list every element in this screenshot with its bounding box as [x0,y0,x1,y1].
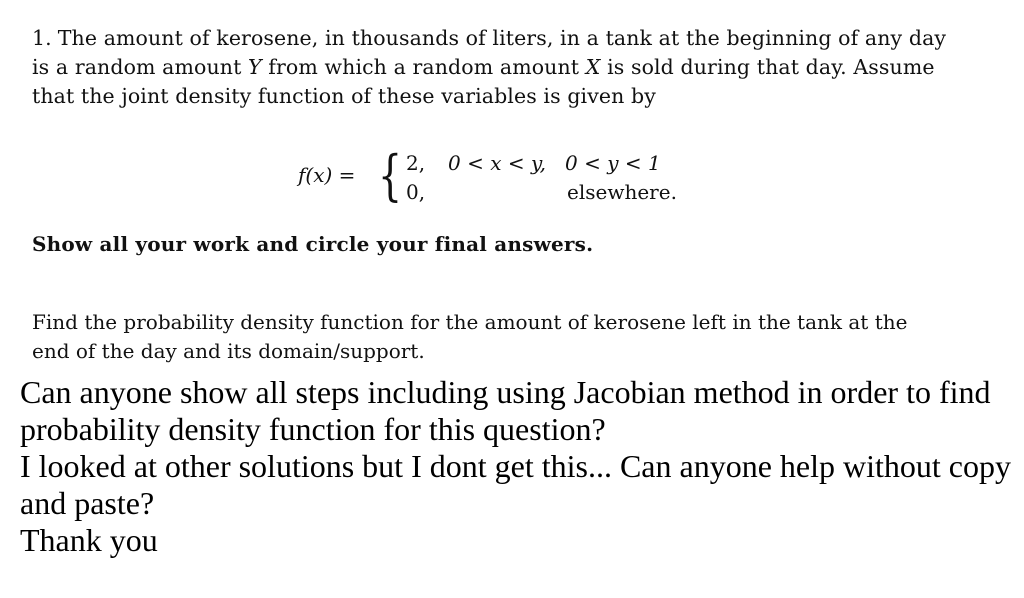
formula-lhs: f(x) = [298,163,356,187]
user-question [20,374,1020,559]
question-line-3: I looked at other solutions but I dont get this... Can anyone help without copy [20,448,1011,484]
problem-line-2-part-c: is sold during that day. Assume [600,55,935,79]
variable-x: X [585,55,601,79]
task-line-2: end of the day and its domain/support. [32,339,425,363]
instruction-text: Show all your work and circle your final answers. [32,232,594,256]
task-statement [32,308,972,366]
variable-y: Y [248,55,262,79]
question-line-2: probability density function for this question? [20,411,606,447]
task-line-1: Find the probability density function for the amount of kerosene left in the tank at the [32,310,908,334]
problem-statement [32,24,972,111]
problem-line-3: that the joint density function of these variables is given by [32,84,656,108]
formula-case-1-value: 2, [406,151,426,175]
formula-case-1-condition: 0 < x < y, 0 < y < 1 [448,151,661,175]
formula-case-2-value: 0, [406,180,426,204]
formula-brace: { [378,144,403,207]
formula-case-2-condition: elsewhere. [567,180,677,204]
problem-number: 1. [32,26,52,50]
problem-line-1 [32,24,972,53]
problem-line-1-text: The amount of kerosene, in thousands of liters, in a tank at the beginning of any day [57,26,947,50]
problem-line-2 [32,53,972,82]
problem-line-2-part-a: is a random amount [32,55,249,79]
question-line-5: Thank you [20,522,158,558]
question-line-1: Can anyone show all steps including using Jacobian method in order to find [20,374,991,410]
question-line-4: and paste? [20,485,155,521]
joint-density-formula [298,144,698,211]
problem-line-2-part-b: from which a random amount [261,55,586,79]
